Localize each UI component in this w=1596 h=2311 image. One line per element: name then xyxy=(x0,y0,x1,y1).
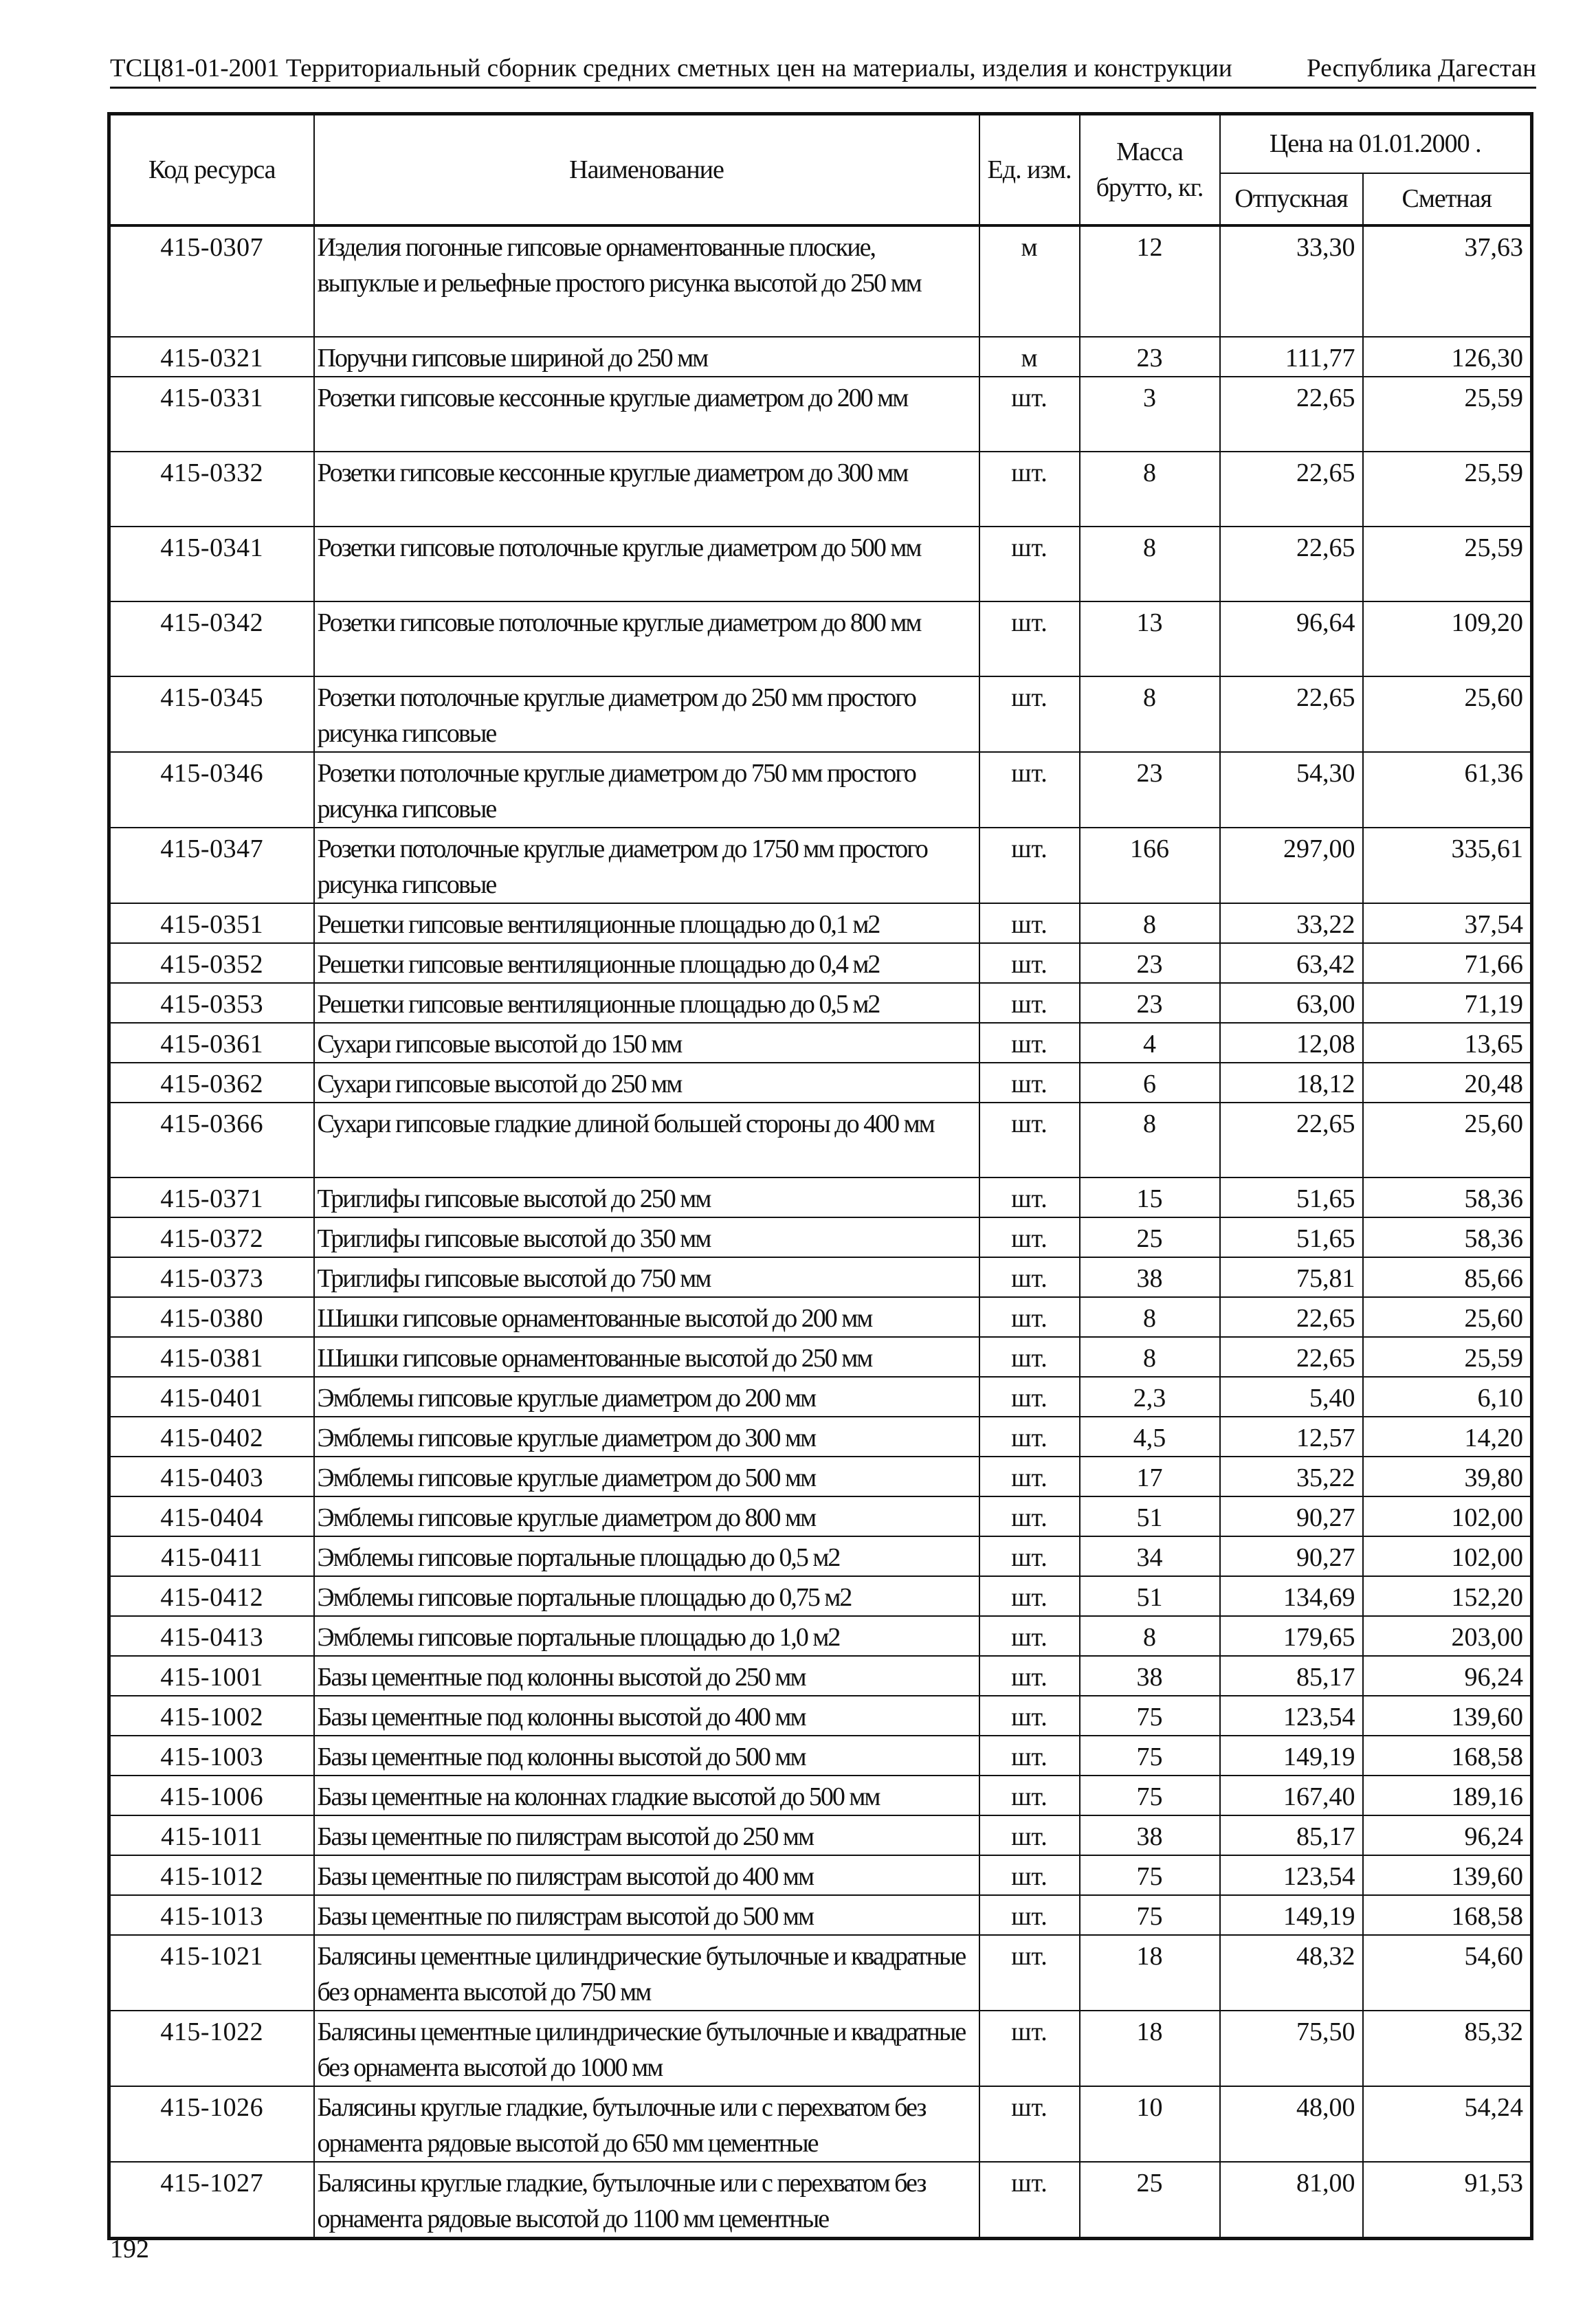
cell-unit: шт. xyxy=(979,1776,1080,1815)
header-region: Республика Дагестан xyxy=(1307,54,1536,82)
table-row xyxy=(109,1935,1532,2011)
cell-name: Розетки гипсовые кессонные круглые диаметром до 200 мм xyxy=(314,377,979,452)
table-row xyxy=(109,828,1532,903)
cell-unit: м xyxy=(979,225,1080,337)
cell-estimate-price: 71,66 xyxy=(1363,943,1532,983)
cell-unit: шт. xyxy=(979,1496,1080,1536)
column-header-estimate-price: Сметная xyxy=(1363,173,1532,225)
cell-estimate-price: 25,60 xyxy=(1363,1103,1532,1177)
cell-estimate-price: 102,00 xyxy=(1363,1496,1532,1536)
table-row xyxy=(109,1895,1532,1935)
column-header-price: Цена на 01.01.2000 . xyxy=(1220,114,1532,173)
cell-estimate-price: 139,60 xyxy=(1363,1855,1532,1895)
cell-mass: 38 xyxy=(1080,1815,1220,1855)
table-row xyxy=(109,1696,1532,1736)
table-row xyxy=(109,1377,1532,1417)
table-row xyxy=(109,377,1532,452)
cell-estimate-price: 152,20 xyxy=(1363,1576,1532,1616)
column-header-unit: Ед. изм. xyxy=(979,114,1080,225)
table-row xyxy=(109,1297,1532,1337)
cell-mass: 75 xyxy=(1080,1736,1220,1776)
cell-estimate-price: 58,36 xyxy=(1363,1177,1532,1217)
cell-release-price: 111,77 xyxy=(1220,337,1363,377)
cell-release-price: 85,17 xyxy=(1220,1815,1363,1855)
cell-estimate-price: 61,36 xyxy=(1363,752,1532,828)
cell-estimate-price: 85,32 xyxy=(1363,2011,1532,2086)
cell-mass: 8 xyxy=(1080,1297,1220,1337)
cell-estimate-price: 96,24 xyxy=(1363,1656,1532,1696)
cell-mass: 3 xyxy=(1080,377,1220,452)
table-row xyxy=(109,1417,1532,1457)
cell-release-price: 81,00 xyxy=(1220,2162,1363,2239)
cell-mass: 13 xyxy=(1080,601,1220,676)
cell-mass: 6 xyxy=(1080,1063,1220,1103)
cell-release-price: 90,27 xyxy=(1220,1496,1363,1536)
cell-release-price: 123,54 xyxy=(1220,1696,1363,1736)
cell-estimate-price: 25,59 xyxy=(1363,1337,1532,1377)
cell-mass: 8 xyxy=(1080,903,1220,943)
table-row xyxy=(109,1536,1532,1576)
cell-name: Эмблемы гипсовые круглые диаметром до 200 мм xyxy=(314,1377,979,1417)
cell-unit: шт. xyxy=(979,943,1080,983)
cell-unit: шт. xyxy=(979,1616,1080,1656)
table-row xyxy=(109,1776,1532,1815)
cell-mass: 8 xyxy=(1080,527,1220,601)
cell-code: 415-0380 xyxy=(109,1297,314,1337)
cell-estimate-price: 168,58 xyxy=(1363,1736,1532,1776)
cell-code: 415-1026 xyxy=(109,2086,314,2162)
cell-estimate-price: 25,59 xyxy=(1363,452,1532,527)
cell-unit: шт. xyxy=(979,1935,1080,2011)
cell-mass: 23 xyxy=(1080,752,1220,828)
cell-estimate-price: 91,53 xyxy=(1363,2162,1532,2239)
cell-unit: шт. xyxy=(979,1177,1080,1217)
cell-name: Розетки потолочные круглые диаметром до 750 мм простого рисунка гипсовые xyxy=(314,752,979,828)
cell-release-price: 54,30 xyxy=(1220,752,1363,828)
cell-release-price: 51,65 xyxy=(1220,1217,1363,1257)
cell-mass: 18 xyxy=(1080,2011,1220,2086)
cell-name: Балясины цементные цилиндрические бутылочные и квадратные без орнамента высотой до 750 мм xyxy=(314,1935,979,2011)
cell-unit: шт. xyxy=(979,1103,1080,1177)
cell-estimate-price: 168,58 xyxy=(1363,1895,1532,1935)
cell-mass: 25 xyxy=(1080,1217,1220,1257)
cell-release-price: 96,64 xyxy=(1220,601,1363,676)
cell-name: Розетки потолочные круглые диаметром до 250 мм простого рисунка гипсовые xyxy=(314,676,979,752)
table-row xyxy=(109,2011,1532,2086)
cell-estimate-price: 6,10 xyxy=(1363,1377,1532,1417)
cell-name: Балясины круглые гладкие, бутылочные или с перехватом без орнамента рядовые высотой до 1100 мм цементные xyxy=(314,2162,979,2239)
cell-unit: шт. xyxy=(979,1417,1080,1457)
cell-name: Базы цементные по пилястрам высотой до 250 мм xyxy=(314,1815,979,1855)
table-row xyxy=(109,1616,1532,1656)
cell-release-price: 63,00 xyxy=(1220,983,1363,1023)
cell-release-price: 90,27 xyxy=(1220,1536,1363,1576)
cell-estimate-price: 189,16 xyxy=(1363,1776,1532,1815)
table-row xyxy=(109,1736,1532,1776)
cell-code: 415-1012 xyxy=(109,1855,314,1895)
cell-code: 415-1021 xyxy=(109,1935,314,2011)
cell-code: 415-0347 xyxy=(109,828,314,903)
table-row xyxy=(109,903,1532,943)
cell-code: 415-1013 xyxy=(109,1895,314,1935)
cell-unit: шт. xyxy=(979,1217,1080,1257)
cell-unit: шт. xyxy=(979,1297,1080,1337)
cell-code: 415-0353 xyxy=(109,983,314,1023)
cell-release-price: 22,65 xyxy=(1220,527,1363,601)
cell-code: 415-0402 xyxy=(109,1417,314,1457)
cell-code: 415-0403 xyxy=(109,1457,314,1496)
cell-estimate-price: 37,54 xyxy=(1363,903,1532,943)
cell-estimate-price: 71,19 xyxy=(1363,983,1532,1023)
cell-mass: 17 xyxy=(1080,1457,1220,1496)
cell-name: Сухари гипсовые гладкие длиной большей стороны до 400 мм xyxy=(314,1103,979,1177)
cell-unit: шт. xyxy=(979,1656,1080,1696)
page-header xyxy=(110,48,1536,89)
cell-name: Эмблемы гипсовые портальные площадью до 0,75 м2 xyxy=(314,1576,979,1616)
cell-code: 415-0412 xyxy=(109,1576,314,1616)
cell-code: 415-0362 xyxy=(109,1063,314,1103)
cell-code: 415-1022 xyxy=(109,2011,314,2086)
cell-code: 415-0346 xyxy=(109,752,314,828)
cell-unit: шт. xyxy=(979,601,1080,676)
cell-unit: шт. xyxy=(979,1895,1080,1935)
cell-name: Розетки гипсовые потолочные круглые диаметром до 800 мм xyxy=(314,601,979,676)
cell-name: Розетки потолочные круглые диаметром до 1750 мм простого рисунка гипсовые xyxy=(314,828,979,903)
cell-code: 415-0341 xyxy=(109,527,314,601)
table-row xyxy=(109,1656,1532,1696)
cell-unit: шт. xyxy=(979,2162,1080,2239)
cell-estimate-price: 25,59 xyxy=(1363,377,1532,452)
cell-release-price: 85,17 xyxy=(1220,1656,1363,1696)
cell-name: Шишки гипсовые орнаментованные высотой до 200 мм xyxy=(314,1297,979,1337)
cell-code: 415-0307 xyxy=(109,225,314,337)
page-number: 192 xyxy=(110,2235,149,2264)
cell-release-price: 33,22 xyxy=(1220,903,1363,943)
cell-release-price: 22,65 xyxy=(1220,1297,1363,1337)
cell-name: Базы цементные на колоннах гладкие высотой до 500 мм xyxy=(314,1776,979,1815)
cell-estimate-price: 14,20 xyxy=(1363,1417,1532,1457)
table-row xyxy=(109,1337,1532,1377)
cell-code: 415-0321 xyxy=(109,337,314,377)
cell-unit: шт. xyxy=(979,676,1080,752)
cell-code: 415-1002 xyxy=(109,1696,314,1736)
cell-unit: шт. xyxy=(979,527,1080,601)
cell-unit: шт. xyxy=(979,1855,1080,1895)
cell-unit: шт. xyxy=(979,1536,1080,1576)
cell-code: 415-1027 xyxy=(109,2162,314,2239)
table-row xyxy=(109,2086,1532,2162)
table-row xyxy=(109,676,1532,752)
table-row xyxy=(109,1257,1532,1297)
cell-code: 415-0351 xyxy=(109,903,314,943)
cell-mass: 51 xyxy=(1080,1496,1220,1536)
cell-code: 415-0371 xyxy=(109,1177,314,1217)
cell-code: 415-1011 xyxy=(109,1815,314,1855)
cell-name: Сухари гипсовые высотой до 250 мм xyxy=(314,1063,979,1103)
cell-mass: 75 xyxy=(1080,1855,1220,1895)
cell-release-price: 22,65 xyxy=(1220,1337,1363,1377)
cell-release-price: 63,42 xyxy=(1220,943,1363,983)
table-row xyxy=(109,1217,1532,1257)
cell-mass: 18 xyxy=(1080,1935,1220,2011)
cell-release-price: 167,40 xyxy=(1220,1776,1363,1815)
cell-code: 415-1006 xyxy=(109,1776,314,1815)
cell-estimate-price: 139,60 xyxy=(1363,1696,1532,1736)
cell-unit: шт. xyxy=(979,1696,1080,1736)
cell-code: 415-0413 xyxy=(109,1616,314,1656)
cell-name: Базы цементные под колонны высотой до 250 мм xyxy=(314,1656,979,1696)
cell-code: 415-0411 xyxy=(109,1536,314,1576)
cell-unit: шт. xyxy=(979,983,1080,1023)
cell-code: 415-1001 xyxy=(109,1656,314,1696)
cell-unit: шт. xyxy=(979,377,1080,452)
cell-code: 415-0372 xyxy=(109,1217,314,1257)
table-row xyxy=(109,601,1532,676)
cell-estimate-price: 126,30 xyxy=(1363,337,1532,377)
table-row xyxy=(109,527,1532,601)
cell-mass: 38 xyxy=(1080,1257,1220,1297)
cell-unit: м xyxy=(979,337,1080,377)
cell-estimate-price: 37,63 xyxy=(1363,225,1532,337)
table-row xyxy=(109,1457,1532,1496)
cell-mass: 23 xyxy=(1080,983,1220,1023)
cell-name: Эмблемы гипсовые круглые диаметром до 800 мм xyxy=(314,1496,979,1536)
cell-release-price: 149,19 xyxy=(1220,1736,1363,1776)
column-header-release-price: Отпускная xyxy=(1220,173,1363,225)
cell-estimate-price: 109,20 xyxy=(1363,601,1532,676)
cell-release-price: 33,30 xyxy=(1220,225,1363,337)
cell-mass: 8 xyxy=(1080,1103,1220,1177)
cell-code: 415-0352 xyxy=(109,943,314,983)
cell-mass: 8 xyxy=(1080,676,1220,752)
cell-unit: шт. xyxy=(979,1023,1080,1063)
cell-estimate-price: 203,00 xyxy=(1363,1616,1532,1656)
cell-estimate-price: 39,80 xyxy=(1363,1457,1532,1496)
table-row xyxy=(109,1576,1532,1616)
cell-unit: шт. xyxy=(979,452,1080,527)
table-row xyxy=(109,337,1532,377)
cell-mass: 15 xyxy=(1080,1177,1220,1217)
cell-unit: шт. xyxy=(979,2086,1080,2162)
cell-estimate-price: 20,48 xyxy=(1363,1063,1532,1103)
cell-unit: шт. xyxy=(979,1815,1080,1855)
cell-unit: шт. xyxy=(979,903,1080,943)
table-row xyxy=(109,452,1532,527)
cell-code: 415-0381 xyxy=(109,1337,314,1377)
cell-mass: 8 xyxy=(1080,1337,1220,1377)
cell-mass: 166 xyxy=(1080,828,1220,903)
cell-release-price: 48,32 xyxy=(1220,1935,1363,2011)
cell-release-price: 134,69 xyxy=(1220,1576,1363,1616)
table-row xyxy=(109,1815,1532,1855)
column-header-mass: Масса брутто, кг. xyxy=(1080,114,1220,225)
table-row xyxy=(109,943,1532,983)
cell-name: Триглифы гипсовые высотой до 350 мм xyxy=(314,1217,979,1257)
cell-name: Эмблемы гипсовые круглые диаметром до 300 мм xyxy=(314,1417,979,1457)
table-body xyxy=(109,225,1532,2239)
cell-name: Изделия погонные гипсовые орнаментованные плоские, выпуклые и рельефные простого рисунка высотой до 250 мм xyxy=(314,225,979,337)
cell-release-price: 18,12 xyxy=(1220,1063,1363,1103)
cell-estimate-price: 58,36 xyxy=(1363,1217,1532,1257)
cell-name: Эмблемы гипсовые портальные площадью до 1,0 м2 xyxy=(314,1616,979,1656)
cell-mass: 75 xyxy=(1080,1895,1220,1935)
cell-code: 415-0342 xyxy=(109,601,314,676)
cell-name: Шишки гипсовые орнаментованные высотой до 250 мм xyxy=(314,1337,979,1377)
cell-mass: 75 xyxy=(1080,1696,1220,1736)
cell-estimate-price: 54,24 xyxy=(1363,2086,1532,2162)
cell-name: Триглифы гипсовые высотой до 750 мм xyxy=(314,1257,979,1297)
cell-unit: шт. xyxy=(979,1257,1080,1297)
cell-code: 415-0404 xyxy=(109,1496,314,1536)
table-row xyxy=(109,1496,1532,1536)
cell-code: 415-0366 xyxy=(109,1103,314,1177)
cell-unit: шт. xyxy=(979,828,1080,903)
cell-unit: шт. xyxy=(979,1337,1080,1377)
table-row xyxy=(109,1855,1532,1895)
cell-mass: 8 xyxy=(1080,1616,1220,1656)
cell-estimate-price: 13,65 xyxy=(1363,1023,1532,1063)
cell-release-price: 5,40 xyxy=(1220,1377,1363,1417)
cell-name: Базы цементные под колонны высотой до 500 мм xyxy=(314,1736,979,1776)
cell-estimate-price: 25,59 xyxy=(1363,527,1532,601)
cell-unit: шт. xyxy=(979,1377,1080,1417)
cell-release-price: 48,00 xyxy=(1220,2086,1363,2162)
cell-estimate-price: 25,60 xyxy=(1363,676,1532,752)
table-row xyxy=(109,1063,1532,1103)
cell-name: Базы цементные под колонны высотой до 400 мм xyxy=(314,1696,979,1736)
cell-unit: шт. xyxy=(979,1576,1080,1616)
cell-mass: 2,3 xyxy=(1080,1377,1220,1417)
table-row xyxy=(109,1177,1532,1217)
cell-release-price: 75,81 xyxy=(1220,1257,1363,1297)
table-row xyxy=(109,983,1532,1023)
cell-estimate-price: 96,24 xyxy=(1363,1815,1532,1855)
cell-name: Балясины круглые гладкие, бутылочные или с перехватом без орнамента рядовые высотой до 650 мм цементные xyxy=(314,2086,979,2162)
cell-name: Розетки гипсовые потолочные круглые диаметром до 500 мм xyxy=(314,527,979,601)
cell-mass: 12 xyxy=(1080,225,1220,337)
cell-code: 415-0401 xyxy=(109,1377,314,1417)
cell-name: Решетки гипсовые вентиляционные площадью до 0,5 м2 xyxy=(314,983,979,1023)
cell-release-price: 12,08 xyxy=(1220,1023,1363,1063)
cell-release-price: 123,54 xyxy=(1220,1855,1363,1895)
cell-mass: 34 xyxy=(1080,1536,1220,1576)
cell-estimate-price: 102,00 xyxy=(1363,1536,1532,1576)
cell-release-price: 22,65 xyxy=(1220,1103,1363,1177)
cell-mass: 8 xyxy=(1080,452,1220,527)
cell-code: 415-0373 xyxy=(109,1257,314,1297)
cell-name: Эмблемы гипсовые портальные площадью до 0,5 м2 xyxy=(314,1536,979,1576)
cell-release-price: 75,50 xyxy=(1220,2011,1363,2086)
cell-name: Базы цементные по пилястрам высотой до 400 мм xyxy=(314,1855,979,1895)
cell-code: 415-0361 xyxy=(109,1023,314,1063)
header-title: ТСЦ81-01-2001 Территориальный сборник средних сметных цен на материалы, изделия и конструкции xyxy=(110,54,1232,82)
cell-unit: шт. xyxy=(979,1063,1080,1103)
cell-mass: 23 xyxy=(1080,337,1220,377)
cell-release-price: 51,65 xyxy=(1220,1177,1363,1217)
price-table xyxy=(107,112,1533,2240)
cell-unit: шт. xyxy=(979,1736,1080,1776)
cell-release-price: 149,19 xyxy=(1220,1895,1363,1935)
cell-name: Поручни гипсовые шириной до 250 мм xyxy=(314,337,979,377)
table-row xyxy=(109,752,1532,828)
table-header xyxy=(109,114,1532,225)
cell-estimate-price: 54,60 xyxy=(1363,1935,1532,2011)
table-row xyxy=(109,2162,1532,2239)
cell-mass: 38 xyxy=(1080,1656,1220,1696)
cell-release-price: 22,65 xyxy=(1220,452,1363,527)
cell-name: Балясины цементные цилиндрические бутылочные и квадратные без орнамента высотой до 1000 мм xyxy=(314,2011,979,2086)
cell-name: Сухари гипсовые высотой до 150 мм xyxy=(314,1023,979,1063)
cell-code: 415-0345 xyxy=(109,676,314,752)
cell-mass: 23 xyxy=(1080,943,1220,983)
cell-release-price: 35,22 xyxy=(1220,1457,1363,1496)
cell-name: Эмблемы гипсовые круглые диаметром до 500 мм xyxy=(314,1457,979,1496)
cell-unit: шт. xyxy=(979,752,1080,828)
column-header-name: Наименование xyxy=(314,114,979,225)
cell-code: 415-0331 xyxy=(109,377,314,452)
cell-mass: 75 xyxy=(1080,1776,1220,1815)
cell-mass: 4 xyxy=(1080,1023,1220,1063)
cell-release-price: 297,00 xyxy=(1220,828,1363,903)
cell-estimate-price: 85,66 xyxy=(1363,1257,1532,1297)
cell-mass: 4,5 xyxy=(1080,1417,1220,1457)
cell-unit: шт. xyxy=(979,2011,1080,2086)
column-header-code: Код ресурса xyxy=(109,114,314,225)
cell-code: 415-1003 xyxy=(109,1736,314,1776)
cell-name: Триглифы гипсовые высотой до 250 мм xyxy=(314,1177,979,1217)
cell-name: Решетки гипсовые вентиляционные площадью до 0,1 м2 xyxy=(314,903,979,943)
cell-mass: 10 xyxy=(1080,2086,1220,2162)
cell-name: Базы цементные по пилястрам высотой до 500 мм xyxy=(314,1895,979,1935)
cell-name: Решетки гипсовые вентиляционные площадью до 0,4 м2 xyxy=(314,943,979,983)
cell-estimate-price: 25,60 xyxy=(1363,1297,1532,1337)
cell-mass: 51 xyxy=(1080,1576,1220,1616)
cell-unit: шт. xyxy=(979,1457,1080,1496)
cell-mass: 25 xyxy=(1080,2162,1220,2239)
cell-estimate-price: 335,61 xyxy=(1363,828,1532,903)
cell-release-price: 179,65 xyxy=(1220,1616,1363,1656)
table-row xyxy=(109,1103,1532,1177)
cell-code: 415-0332 xyxy=(109,452,314,527)
cell-release-price: 12,57 xyxy=(1220,1417,1363,1457)
cell-name: Розетки гипсовые кессонные круглые диаметром до 300 мм xyxy=(314,452,979,527)
cell-release-price: 22,65 xyxy=(1220,377,1363,452)
cell-release-price: 22,65 xyxy=(1220,676,1363,752)
table-row xyxy=(109,1023,1532,1063)
table-row xyxy=(109,225,1532,337)
